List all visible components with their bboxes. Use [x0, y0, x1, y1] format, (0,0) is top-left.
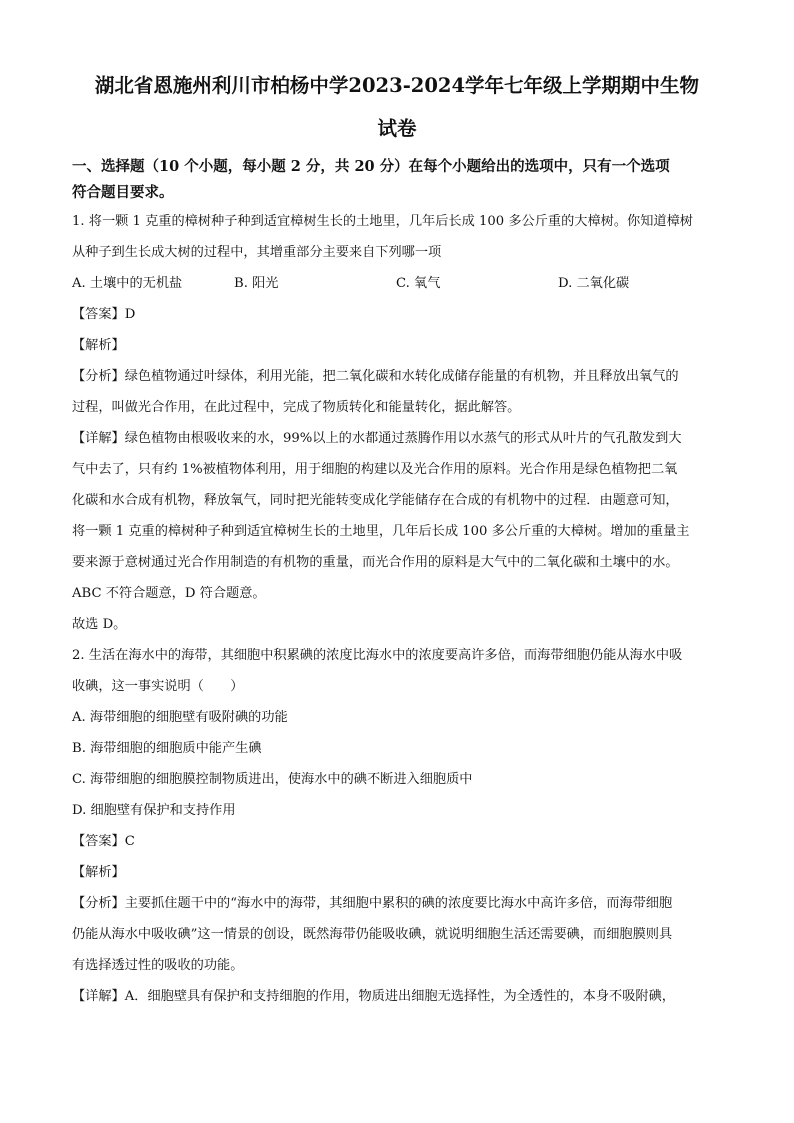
question-2	[72, 640, 722, 1012]
answer-value: D	[124, 307, 136, 322]
question-1-option-c: C. 氧气	[396, 276, 441, 291]
question-2-xiangjie-line-1	[72, 981, 722, 1012]
xiangjie-tag: 【详解】	[72, 431, 125, 446]
question-1-analysis-tag	[72, 330, 722, 361]
question-2-fenxi-line-1	[72, 888, 722, 919]
exam-page	[72, 64, 722, 1012]
question-1-xiangjie-line-1	[72, 423, 722, 454]
question-1-conclusion: 故选 D。	[72, 617, 127, 632]
question-1-answer	[72, 299, 722, 330]
xiangjie-text: A．细胞壁具有保护和支持细胞的作用，物质进出细胞无选择性，为全透性的，本身不吸附碘，	[124, 989, 675, 1004]
question-2-stem-line-2: 收碘，这一事实说明（ ）	[72, 679, 244, 694]
page-title	[72, 64, 722, 150]
analysis-tag: 【解析】	[72, 865, 125, 880]
question-2-answer	[72, 826, 722, 857]
question-1-fenxi-line-1	[72, 361, 722, 392]
fenxi-text: 绿色植物通过叶绿体，利用光能，把二氧化碳和水转化成储存能量的有机物，并且释放出氧气的	[124, 369, 679, 384]
question-1-xiangjie-line-2: 气中去了，只有约 1%被植物体利用，用于细胞的构建以及光合作用的原料。光合作用是绿色植物把二氧	[72, 462, 678, 477]
question-1-xiangjie-line-4: 将一颗 1 克重的樟树种子种到适宜樟树生长的土地里，几年后长成 100 多公斤重的大樟树。增加的重量主	[72, 524, 690, 539]
title-line-2: 试卷	[377, 117, 417, 140]
question-1-options	[72, 268, 722, 299]
answer-tag: 【答案】	[72, 834, 125, 849]
question-2-option-d: D. 细胞壁有保护和支持作用	[72, 803, 236, 818]
section-heading-line-2: 符合题目要求。	[72, 184, 174, 201]
question-1-fenxi-line-2: 过程，叫做光合作用，在此过程中，完成了物质转化和能量转化，据此解答。	[72, 400, 521, 415]
analysis-tag: 【解析】	[72, 338, 125, 353]
section-heading-line-1: 一、选择题（10 个小题，每小题 2 分，共 20 分）在每个小题给出的选项中，只有一个选项	[72, 158, 670, 175]
question-1-stem-line-2: 从种子到生长成大树的过程中，其增重部分主要来自下列哪一项	[72, 245, 442, 260]
question-1	[72, 206, 722, 640]
question-2-option-b: B. 海带细胞的细胞质中能产生碘	[72, 741, 262, 756]
answer-tag: 【答案】	[72, 307, 125, 322]
question-1-xiangjie-line-5: 要来源于意树通过光合作用制造的有机物的重量，而光合作用的原料是大气中的二氧化碳和土壤中的水。	[72, 555, 679, 570]
question-2-stem-line-1: 2. 生活在海水中的海带，其细胞中积累碘的浓度比海水中的浓度要高许多倍，而海带细胞仍能从海水中吸	[72, 648, 683, 663]
section-heading	[72, 154, 722, 206]
question-2-fenxi-line-3: 有选择透过性的吸收的功能。	[72, 958, 244, 973]
xiangjie-text: 绿色植物由根吸收来的水，99%以上的水都通过蒸腾作用以水蒸气的形式从叶片的气孔散发到大	[124, 431, 682, 446]
question-1-xiangjie-line-3: 化碳和水合成有机物，释放氧气，同时把光能转变成化学能储存在合成的有机物中的过程．由题意可知，	[72, 493, 679, 508]
fenxi-tag: 【分析】	[72, 896, 125, 911]
question-2-option-c: C. 海带细胞的细胞膜控制物质进出，使海水中的碘不断进入细胞质中	[72, 772, 473, 787]
title-line-1: 湖北省恩施州利川市柏杨中学2023-2024学年七年级上学期期中生物	[94, 74, 700, 97]
question-2-fenxi-line-2: 仍能从海水中吸收碘”这一情景的创设，既然海带仍能吸收碘，就说明细胞生活还需要碘，而细胞膜则具	[72, 927, 673, 942]
question-2-analysis-tag	[72, 857, 722, 888]
question-1-option-b: B. 阳光	[234, 276, 279, 291]
question-1-stem-line-1: 1. 将一颗 1 克重的樟树种子种到适宜樟树生长的土地里，几年后长成 100 多公斤重的大樟树。你知道樟树	[72, 214, 693, 229]
question-2-option-a: A. 海带细胞的细胞壁有吸附碘的功能	[72, 710, 288, 725]
xiangjie-tag: 【详解】	[72, 989, 125, 1004]
question-1-option-d: D. 二氧化碳	[558, 276, 630, 291]
fenxi-tag: 【分析】	[72, 369, 125, 384]
fenxi-text: 主要抓住题干中的“海水中的海带，其细胞中累积的碘的浓度要比海水中高许多倍，而海带细胞	[124, 896, 673, 911]
question-1-xiangjie-line-6: ABC 不符合题意，D 符合题意。	[72, 586, 266, 601]
answer-value: C	[124, 834, 135, 849]
question-1-option-a: A. 土壤中的无机盐	[72, 276, 183, 291]
